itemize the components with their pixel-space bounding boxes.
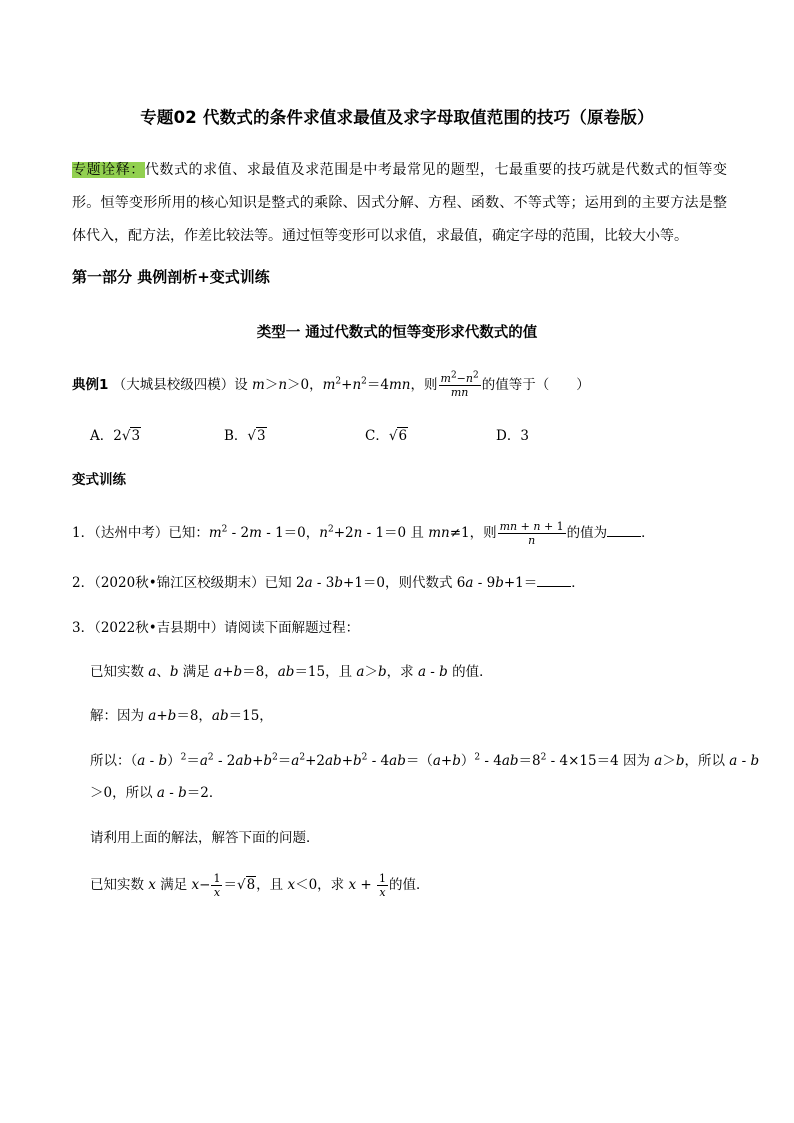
example1-fraction: $\frac{m^2-n^2}{mn}$ <box>440 370 479 399</box>
example1-label: 典例1 <box>72 377 109 393</box>
fraction-one-over-x: $\frac{1}{x}$ <box>379 872 386 899</box>
document-title: 专题02 代数式的条件求值求最值及求字母取值范围的技巧（原卷版） <box>140 108 654 127</box>
type-heading: 类型一 通过代数式的恒等变形求代数式的值 <box>256 325 538 341</box>
answer-blank[interactable] <box>537 574 571 587</box>
section-heading: 第一部分 典例剖析+变式训练 <box>72 268 270 286</box>
problem3-solution-line2: ＞0，所以 a - b＝2． <box>90 785 223 801</box>
problem3-prompt: 请阅读下面解题过程： <box>224 620 360 636</box>
sqrt-icon: √8 <box>236 877 256 893</box>
problem1: 1．（达州中考）已知：$m^2 - 2m - 1=0$，$n^2+2n - 1=0$ 且 mn≠1，则 $\frac{mn + n + 1}{n}$ 的值为 ． <box>72 520 655 547</box>
problem3-source: （2022秋•吉县期中） <box>94 620 225 636</box>
example1-stem: 典例1 （大城县校级四模）设 m＞n＞0，$m^2+n^2=4mn$，则 $\frac{m^2-n^2}{mn}$ 的值等于（ ） <box>72 370 590 399</box>
option-b[interactable]: B．√3 <box>224 428 266 444</box>
problem3-question: 已知实数 x 满足 x− $\frac{1}{x}$ ＝√8，且 x＜0，求 x + $\frac{1}{x}$ 的值． <box>90 872 430 899</box>
option-d[interactable]: D．3 <box>496 428 529 444</box>
intro-text: 代数式的求值、求最值及求范围是中考最常见的题型，七最重要的技巧就是代数式的恒等变形。恒等变形所用的核心知识是整式的乘除、因式分解、方程、函数、不等式等；运用到的主要方法是整体代入，配方法，作差比较法等。通过恒等变形可以求值，求最值，确定字母的范围，比较大小等。 <box>72 162 728 244</box>
problem3-solution-start: 解：因为 a+b＝8，ab＝15， <box>90 708 273 724</box>
option-c[interactable]: C．√6 <box>365 428 408 444</box>
sqrt-icon: √6 <box>388 428 408 444</box>
problem1-fraction: $\frac{mn + n + 1}{n}$ <box>499 520 564 547</box>
intro-label: 专题诠释： <box>72 162 145 178</box>
problem3-instruction: 请利用上面的解法，解答下面的问题． <box>90 830 320 846</box>
problem2-source: （2020秋•锦江区校级期末） <box>94 575 265 591</box>
problem3-given: 已知实数 a、b 满足 a+b＝8，ab＝15，且 a＞b，求 a - b 的值． <box>90 664 493 680</box>
problem2: 2．（2020秋•锦江区校级期末）已知 2a - 3b+1＝0，则代数式 6a - 9b+1＝ ． <box>72 575 585 591</box>
variant-heading: 变式训练 <box>72 472 126 488</box>
intro-paragraph <box>72 154 727 253</box>
problem3-stem: 3．（2022秋•吉县期中）请阅读下面解题过程： <box>72 620 360 636</box>
answer-blank[interactable] <box>607 524 641 537</box>
option-a[interactable]: A．2√3 <box>90 428 141 444</box>
problem3-solution-line1: 所以：$(a - b)^2=a^2 - 2ab+b^2=a^2+2ab+b^2 - 4ab=(a+b)^2 - 4ab=8^2 - 4\times 15=4$ 因为 a＞b，所以 a - b <box>90 752 760 769</box>
problem1-source: （达州中考） <box>94 525 169 541</box>
example1-options <box>90 424 690 444</box>
sqrt-icon: √3 <box>247 428 266 444</box>
example1-source: （大城县校级四模） <box>112 377 235 393</box>
fraction-one-over-x: $\frac{1}{x}$ <box>213 872 221 899</box>
sqrt-icon: √3 <box>121 428 141 444</box>
